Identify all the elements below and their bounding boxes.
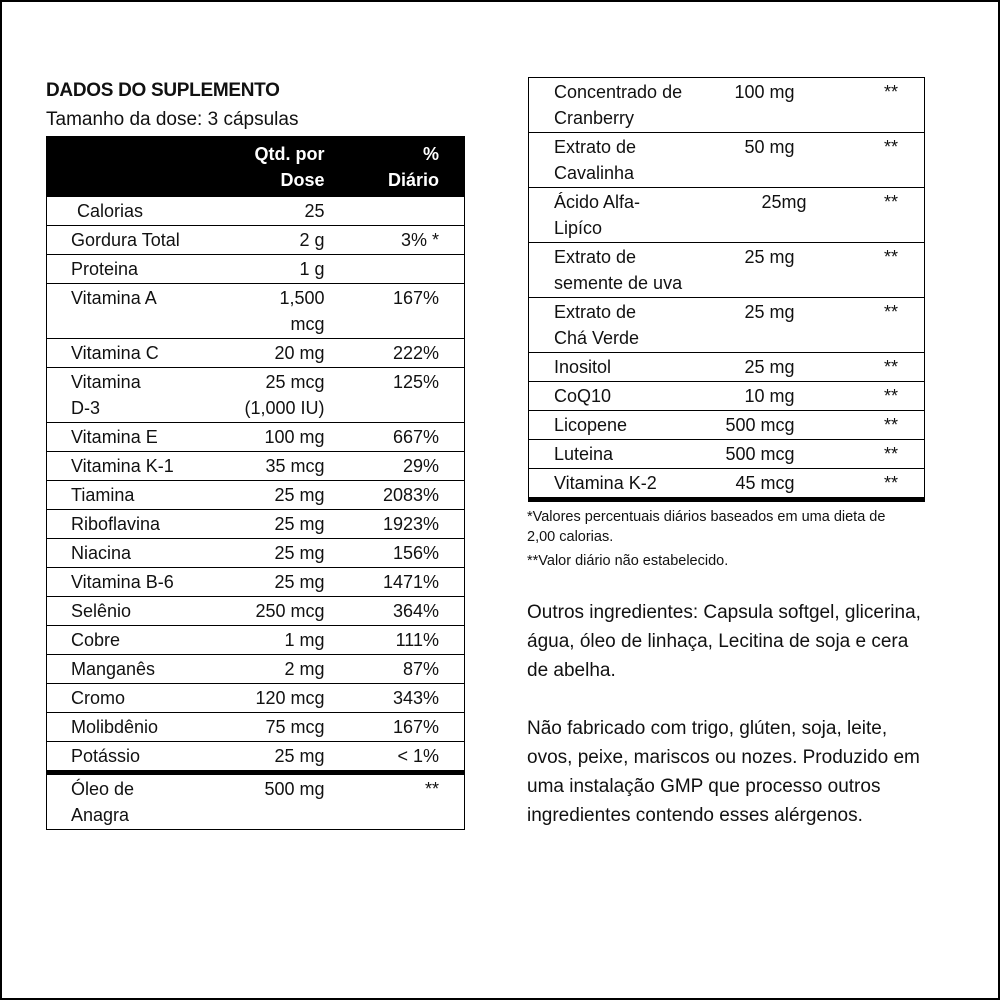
not-established-footnote: **Valor diário não estabelecido. bbox=[527, 553, 729, 569]
nutrient-name: Molibdênio bbox=[47, 713, 187, 742]
table-row bbox=[47, 255, 465, 284]
nutrient-name: Potássio bbox=[47, 742, 187, 773]
nutrient-name: Tiamina bbox=[47, 481, 187, 510]
nutrient-name: Vitamina B-6 bbox=[47, 568, 187, 597]
ingredient-name: Inositol bbox=[529, 353, 693, 382]
other-ingredients: Outros ingredientes: Capsula softgel, glicerina, água, óleo de linhaça, Lecitina de soja e cera de abelha. bbox=[527, 602, 921, 681]
nutrient-qty: 1 g bbox=[187, 255, 327, 284]
table-row bbox=[529, 78, 925, 133]
nutrient-dv: 167% bbox=[327, 284, 465, 339]
nutrient-qty: 2 mg bbox=[187, 655, 327, 684]
nutrient-qty: 120 mcg bbox=[187, 684, 327, 713]
nutrient-dv: 111% bbox=[327, 626, 465, 655]
ingredient-name: Extrato de Chá Verde bbox=[529, 298, 693, 353]
nutrient-qty: 1,500 mcg bbox=[187, 284, 327, 339]
nutrient-dv bbox=[327, 255, 465, 284]
table-row bbox=[47, 368, 465, 423]
table-row bbox=[47, 339, 465, 368]
nutrient-name: Niacina bbox=[47, 539, 187, 568]
table-row bbox=[529, 298, 925, 353]
nutrient-dv: 364% bbox=[327, 597, 465, 626]
nutrient-qty: 75 mcg bbox=[187, 713, 327, 742]
nutrient-qty: 20 mg bbox=[187, 339, 327, 368]
nutrient-dv: 3% * bbox=[327, 226, 465, 255]
supplement-facts-title: DADOS DO SUPLEMENTO bbox=[46, 80, 280, 101]
nutrient-name: Vitamina D-3 bbox=[47, 368, 187, 423]
table-row bbox=[529, 353, 925, 382]
allergen-statement: Não fabricado com trigo, glúten, soja, leite, ovos, peixe, mariscos ou nozes. Produzido em uma instalação GMP que processo outros ingredientes contendo esses alérgenos. bbox=[527, 718, 920, 826]
nutrient-qty: 100 mg bbox=[187, 423, 327, 452]
ingredient-name: Concentrado de Cranberry bbox=[529, 78, 693, 133]
nutrient-qty: 500 mg bbox=[264, 779, 325, 799]
ingredient-dv: ** bbox=[831, 382, 925, 411]
table-row bbox=[47, 773, 465, 830]
nutrient-dv: < 1% bbox=[327, 742, 465, 773]
ingredient-dv: ** bbox=[831, 188, 925, 243]
nutrient-dv: 1923% bbox=[327, 510, 465, 539]
nutrient-dv: 1471% bbox=[327, 568, 465, 597]
ingredient-qty: 500 mcg bbox=[693, 440, 831, 469]
table-row bbox=[47, 539, 465, 568]
table-row bbox=[47, 510, 465, 539]
header-qty: Qtd. por Dose bbox=[254, 144, 325, 190]
table-row bbox=[47, 284, 465, 339]
nutrient-name: Riboflavina bbox=[47, 510, 187, 539]
table-row bbox=[529, 382, 925, 411]
nutrient-name: Calorias bbox=[47, 197, 187, 226]
ingredient-qty: 50 mg bbox=[693, 133, 831, 188]
nutrient-name: Vitamina E bbox=[47, 423, 187, 452]
ingredient-dv: ** bbox=[831, 243, 925, 298]
table-row bbox=[47, 742, 465, 773]
table-row bbox=[47, 452, 465, 481]
ingredient-qty: 25 mg bbox=[693, 353, 831, 382]
nutrient-name: Gordura Total bbox=[47, 226, 187, 255]
table-row bbox=[47, 597, 465, 626]
ingredient-dv: ** bbox=[831, 133, 925, 188]
supplement-facts-table-continued bbox=[528, 77, 925, 502]
table-row bbox=[529, 133, 925, 188]
ingredient-dv: ** bbox=[831, 298, 925, 353]
nutrient-qty: 25 mg bbox=[187, 510, 327, 539]
nutrient-name: Cobre bbox=[47, 626, 187, 655]
ingredient-name: Extrato de semente de uva bbox=[529, 243, 693, 298]
nutrient-qty: 1 mg bbox=[187, 626, 327, 655]
ingredient-qty: 100 mg bbox=[693, 78, 831, 133]
ingredient-name: Ácido Alfa-Lipíco bbox=[529, 188, 693, 243]
table-row bbox=[529, 469, 925, 500]
nutrient-qty: 25 mcg (1,000 IU) bbox=[187, 368, 327, 423]
ingredient-name: CoQ10 bbox=[529, 382, 693, 411]
table-row bbox=[47, 423, 465, 452]
nutrient-dv: 667% bbox=[327, 423, 465, 452]
ingredient-name: Licopene bbox=[529, 411, 693, 440]
ingredient-qty: 45 mcg bbox=[735, 473, 795, 493]
table-row bbox=[47, 655, 465, 684]
nutrient-qty: 250 mcg bbox=[187, 597, 327, 626]
table-row bbox=[47, 684, 465, 713]
nutrient-dv bbox=[327, 197, 465, 226]
nutrient-dv: ** bbox=[424, 779, 439, 799]
table-row bbox=[529, 188, 925, 243]
nutrient-name: Óleo de Anagra bbox=[71, 779, 135, 825]
table-row bbox=[47, 226, 465, 255]
nutrient-dv: 29% bbox=[327, 452, 465, 481]
nutrient-qty: 25 mg bbox=[187, 568, 327, 597]
table-row bbox=[529, 243, 925, 298]
ingredient-dv: ** bbox=[831, 353, 925, 382]
ingredient-name: Extrato de Cavalinha bbox=[529, 133, 693, 188]
ingredient-dv: ** bbox=[831, 440, 925, 469]
ingredient-qty: 25mg bbox=[693, 188, 831, 243]
nutrient-qty: 25 mg bbox=[187, 742, 327, 773]
table-row bbox=[47, 481, 465, 510]
table-row bbox=[47, 713, 465, 742]
ingredient-qty: 500 mcg bbox=[693, 411, 831, 440]
nutrient-qty: 35 mcg bbox=[187, 452, 327, 481]
nutrient-name: Selênio bbox=[47, 597, 187, 626]
daily-value-footnote: *Valores percentuais diários baseados em uma dieta de 2,00 calorias. bbox=[527, 509, 886, 545]
nutrient-dv: 87% bbox=[327, 655, 465, 684]
table-row bbox=[47, 197, 465, 226]
nutrient-qty: 2 g bbox=[187, 226, 327, 255]
nutrient-qty: 25 mg bbox=[187, 539, 327, 568]
table-row bbox=[529, 440, 925, 469]
nutrient-name: Manganês bbox=[47, 655, 187, 684]
table-header bbox=[47, 137, 465, 198]
nutrient-dv: 222% bbox=[327, 339, 465, 368]
table-row bbox=[47, 568, 465, 597]
ingredient-qty: 10 mg bbox=[693, 382, 831, 411]
ingredient-qty: 25 mg bbox=[693, 243, 831, 298]
ingredient-name: Luteina bbox=[529, 440, 693, 469]
nutrient-name: Proteina bbox=[47, 255, 187, 284]
nutrient-name: Vitamina A bbox=[47, 284, 187, 339]
ingredient-dv: ** bbox=[831, 411, 925, 440]
table-row bbox=[529, 411, 925, 440]
nutrient-dv: 125% bbox=[327, 368, 465, 423]
ingredient-dv: ** bbox=[831, 78, 925, 133]
ingredient-qty: 25 mg bbox=[693, 298, 831, 353]
nutrient-qty: 25 bbox=[187, 197, 327, 226]
ingredient-dv: ** bbox=[883, 473, 898, 493]
supplement-facts-table bbox=[46, 136, 465, 830]
table-row bbox=[47, 626, 465, 655]
nutrient-dv: 343% bbox=[327, 684, 465, 713]
nutrient-dv: 2083% bbox=[327, 481, 465, 510]
nutrient-dv: 156% bbox=[327, 539, 465, 568]
nutrient-name: Cromo bbox=[47, 684, 187, 713]
ingredient-name: Vitamina K-2 bbox=[554, 473, 657, 493]
nutrient-name: Vitamina C bbox=[47, 339, 187, 368]
nutrient-qty: 25 mg bbox=[187, 481, 327, 510]
header-name-cell bbox=[47, 137, 187, 198]
serving-size: Tamanho da dose: 3 cápsulas bbox=[46, 109, 299, 130]
nutrient-dv: 167% bbox=[327, 713, 465, 742]
header-daily-value: % Diário bbox=[387, 144, 439, 190]
nutrient-name: Vitamina K-1 bbox=[47, 452, 187, 481]
